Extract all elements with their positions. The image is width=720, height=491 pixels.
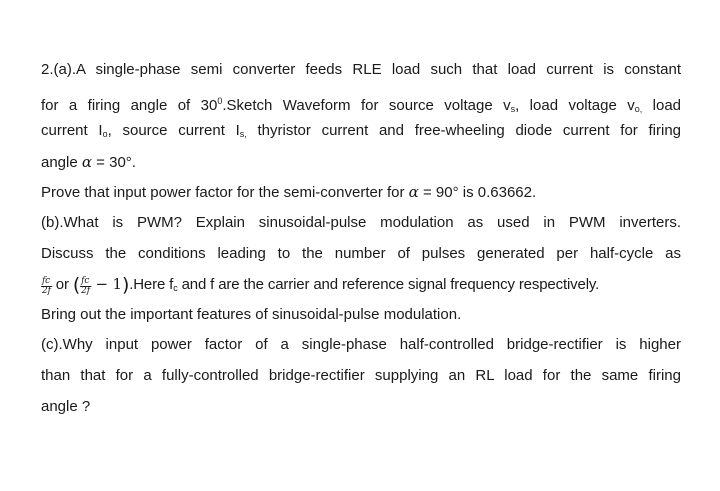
or-text: or bbox=[55, 276, 69, 294]
open-paren: ( bbox=[72, 274, 81, 297]
subscript-o: o bbox=[102, 129, 108, 140]
fraction-denominator: 2f bbox=[81, 286, 90, 297]
q2a-line-5 bbox=[41, 177, 681, 208]
alpha-symbol: α bbox=[408, 183, 419, 202]
q2b-text: and f are the carrier and reference signal frequency respectively. bbox=[177, 276, 600, 294]
q2b-line-3 bbox=[41, 269, 681, 300]
q2a-text: load bbox=[642, 96, 682, 114]
q2a-text: , source current I bbox=[107, 122, 240, 140]
q2c-text: (c).Why input power factor of a single-phase half-controlled bridge-rectifier is higher bbox=[41, 336, 681, 354]
close-paren: ) bbox=[121, 274, 130, 297]
q2a-text: .Sketch Waveform for source voltage v bbox=[222, 96, 511, 114]
q2b-text: Bring out the important features of sinusoidal-pulse modulation. bbox=[41, 305, 462, 323]
q2b-text: Discuss the conditions leading to the number of pulses generated per half-cycle as bbox=[41, 244, 681, 262]
q2a-text: = 90° is 0.63662. bbox=[418, 184, 537, 202]
subscript-o: o, bbox=[634, 103, 643, 114]
q2c-line-2 bbox=[41, 361, 681, 392]
subscript-c: c bbox=[173, 283, 178, 294]
subscript-s: s bbox=[510, 103, 516, 114]
q2b-text: (b).What is PWM? Explain sinusoidal-pulse modulation as used in PWM inverters. bbox=[41, 213, 681, 231]
subscript-s: s, bbox=[239, 129, 247, 140]
q2c-line-1 bbox=[41, 330, 681, 361]
q2a-text: , load voltage v bbox=[515, 96, 635, 114]
q2a-text: Prove that input power factor for the semi-converter for bbox=[41, 184, 409, 202]
q2a-line-3 bbox=[41, 116, 681, 147]
minus-one: − 1 bbox=[90, 275, 122, 294]
question-document bbox=[41, 55, 681, 422]
q2a-text: 2.(a).A single-phase semi converter feeds RLE load such that load current is constant bbox=[41, 61, 681, 78]
q2c-text: angle ? bbox=[41, 397, 91, 415]
q2b-line-4 bbox=[41, 300, 681, 331]
q2a-text: thyristor current and free-wheeling diode current for firing bbox=[246, 122, 681, 140]
q2c-line-3 bbox=[41, 392, 681, 423]
fraction-fc-over-2f bbox=[80, 277, 91, 296]
q2a-line-1 bbox=[41, 55, 681, 86]
degree-superscript: 0 bbox=[217, 95, 223, 106]
fraction-fc-over-2f bbox=[41, 277, 52, 296]
q2a-line-2 bbox=[41, 86, 681, 117]
q2a-line-4 bbox=[41, 147, 681, 178]
q2c-text: than that for a fully-controlled bridge-rectifier supplying an RL load for the same firing bbox=[41, 366, 681, 384]
alpha-symbol: α bbox=[81, 152, 93, 171]
q2b-line-1 bbox=[41, 208, 681, 239]
q2a-text: angle bbox=[41, 153, 82, 171]
fraction-numerator: fc bbox=[81, 276, 90, 287]
q2a-text: for a firing angle of 30 bbox=[41, 96, 218, 114]
fraction-numerator: fc bbox=[42, 276, 51, 287]
q2b-text: .Here f bbox=[129, 276, 174, 294]
q2b-line-2 bbox=[41, 239, 681, 270]
q2a-text: = 30°. bbox=[92, 153, 136, 171]
fraction-denominator: 2f bbox=[42, 286, 51, 297]
q2a-text: current I bbox=[41, 122, 103, 140]
